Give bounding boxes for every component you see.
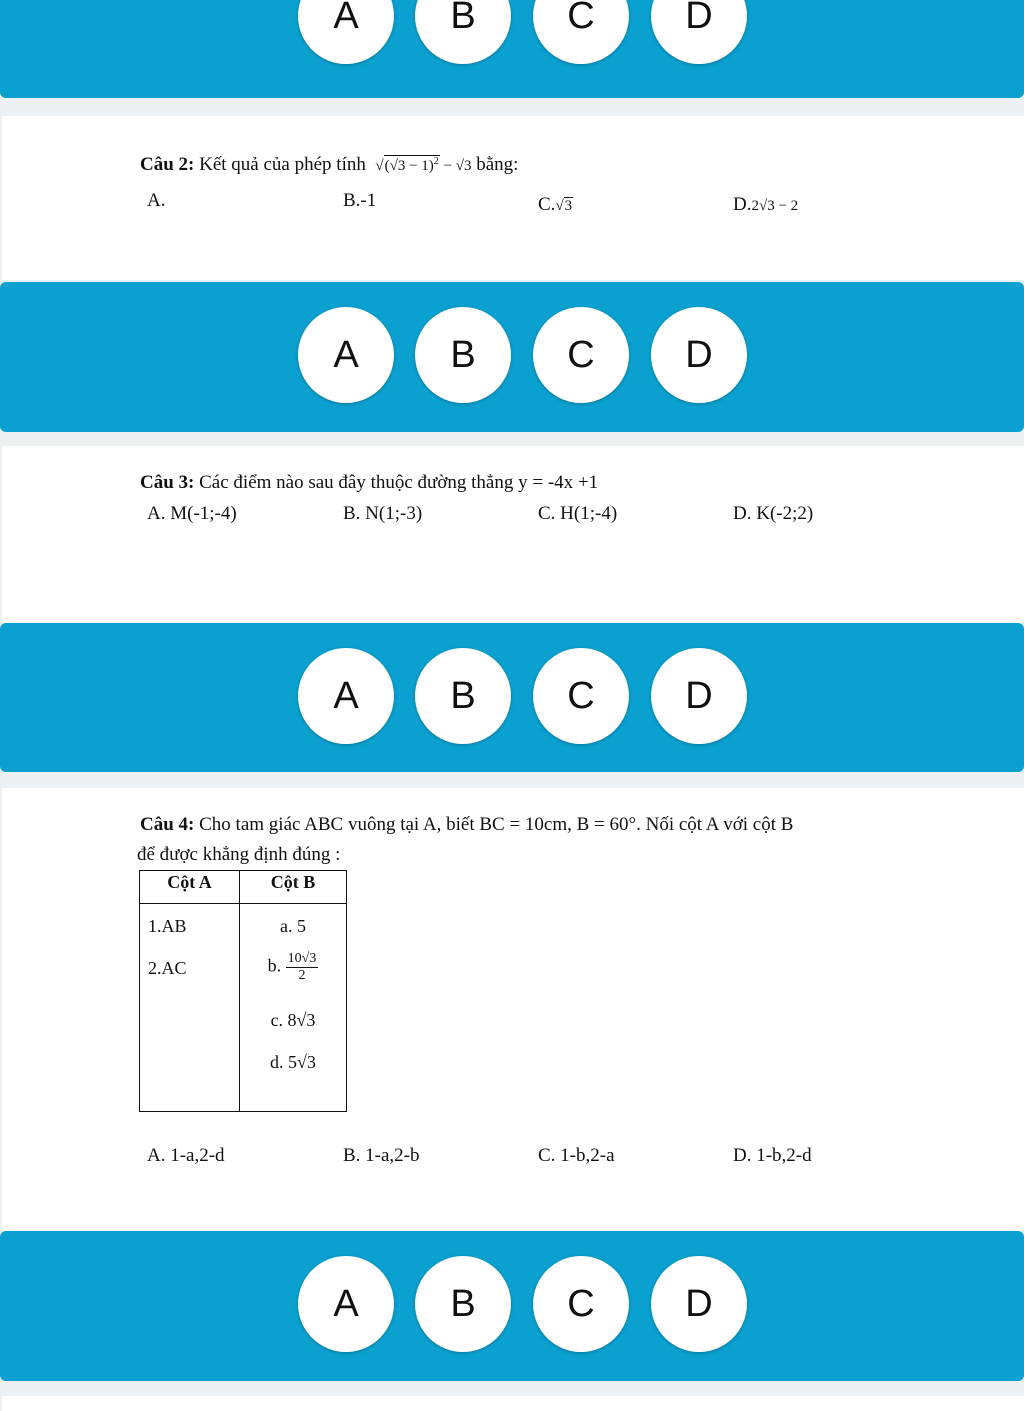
answer-b-button[interactable]: B [415, 648, 511, 744]
q4-option-d[interactable]: D. 1-b,2-d [733, 1145, 812, 1166]
column-a-item-1: 1.AB [148, 916, 187, 936]
column-b-item-c: c. 8√3 [270, 1010, 316, 1030]
question-2-text: Câu 2: Kết quả của phép tính $√(√3 - 1)^2 - √3$ bằng: [140, 154, 519, 175]
q2-option-a[interactable]: A. [147, 190, 166, 211]
answer-d-button[interactable]: D [651, 648, 747, 744]
column-b-item-d: d. 5√3 [270, 1052, 316, 1072]
answer-c-button[interactable]: C [533, 307, 629, 403]
matching-table [139, 870, 347, 1112]
column-a-item-2: 2.AC [148, 958, 187, 978]
q4-option-c[interactable]: C. 1-b,2-a [538, 1145, 615, 1166]
answer-b-button[interactable]: B [415, 1256, 511, 1352]
column-a-header: Cột A [140, 871, 240, 904]
column-b-item-a: a. 5 [280, 916, 306, 936]
answer-a-button[interactable]: A [298, 1256, 394, 1352]
q3-option-c[interactable]: C. H(1;-4) [538, 503, 618, 524]
answer-c-button[interactable]: C [533, 648, 629, 744]
answer-c-button[interactable]: C [533, 1256, 629, 1352]
q3-option-b[interactable]: B. N(1;-3) [343, 503, 423, 524]
question-4-text-line2: để được khẳng định đúng : [137, 844, 341, 865]
answer-bar-4 [0, 1231, 1024, 1381]
answer-d-button[interactable]: D [651, 307, 747, 403]
q2-option-d[interactable]: D.2√3 − 2 [733, 194, 799, 215]
answer-b-button[interactable]: B [415, 0, 511, 64]
q3-option-a[interactable]: A. M(-1;-4) [147, 503, 237, 524]
answer-bar-1 [0, 0, 1024, 98]
q2-option-b[interactable]: B.-1 [343, 190, 377, 211]
next-card [2, 1396, 1024, 1411]
answer-a-button[interactable]: A [298, 648, 394, 744]
q3-option-d[interactable]: D. K(-2;2) [733, 503, 814, 524]
column-b-item-b: b. $\frac{10√3}{2}$ [267, 951, 317, 983]
question-3-text: Câu 3: Các điểm nào sau đây thuộc đường thẳng y = -4x +1 [140, 472, 599, 493]
answer-d-button[interactable]: D [651, 1256, 747, 1352]
q4-option-a[interactable]: A. 1-a,2-d [147, 1145, 225, 1166]
column-b-header: Cột B [240, 871, 347, 904]
question-4-text: Câu 4: Cho tam giác ABC vuông tại A, biết BC = 10cm, B = 60°. Nối cột A với cột B [140, 814, 794, 835]
answer-d-button[interactable]: D [651, 0, 747, 64]
q2-option-c[interactable]: C.√3 [538, 194, 573, 215]
q4-option-b[interactable]: B. 1-a,2-b [343, 1145, 420, 1166]
answer-b-button[interactable]: B [415, 307, 511, 403]
answer-bar-3 [0, 623, 1024, 772]
answer-a-button[interactable]: A [298, 0, 394, 64]
answer-c-button[interactable]: C [533, 0, 629, 64]
answer-a-button[interactable]: A [298, 307, 394, 403]
answer-bar-2 [0, 282, 1024, 432]
